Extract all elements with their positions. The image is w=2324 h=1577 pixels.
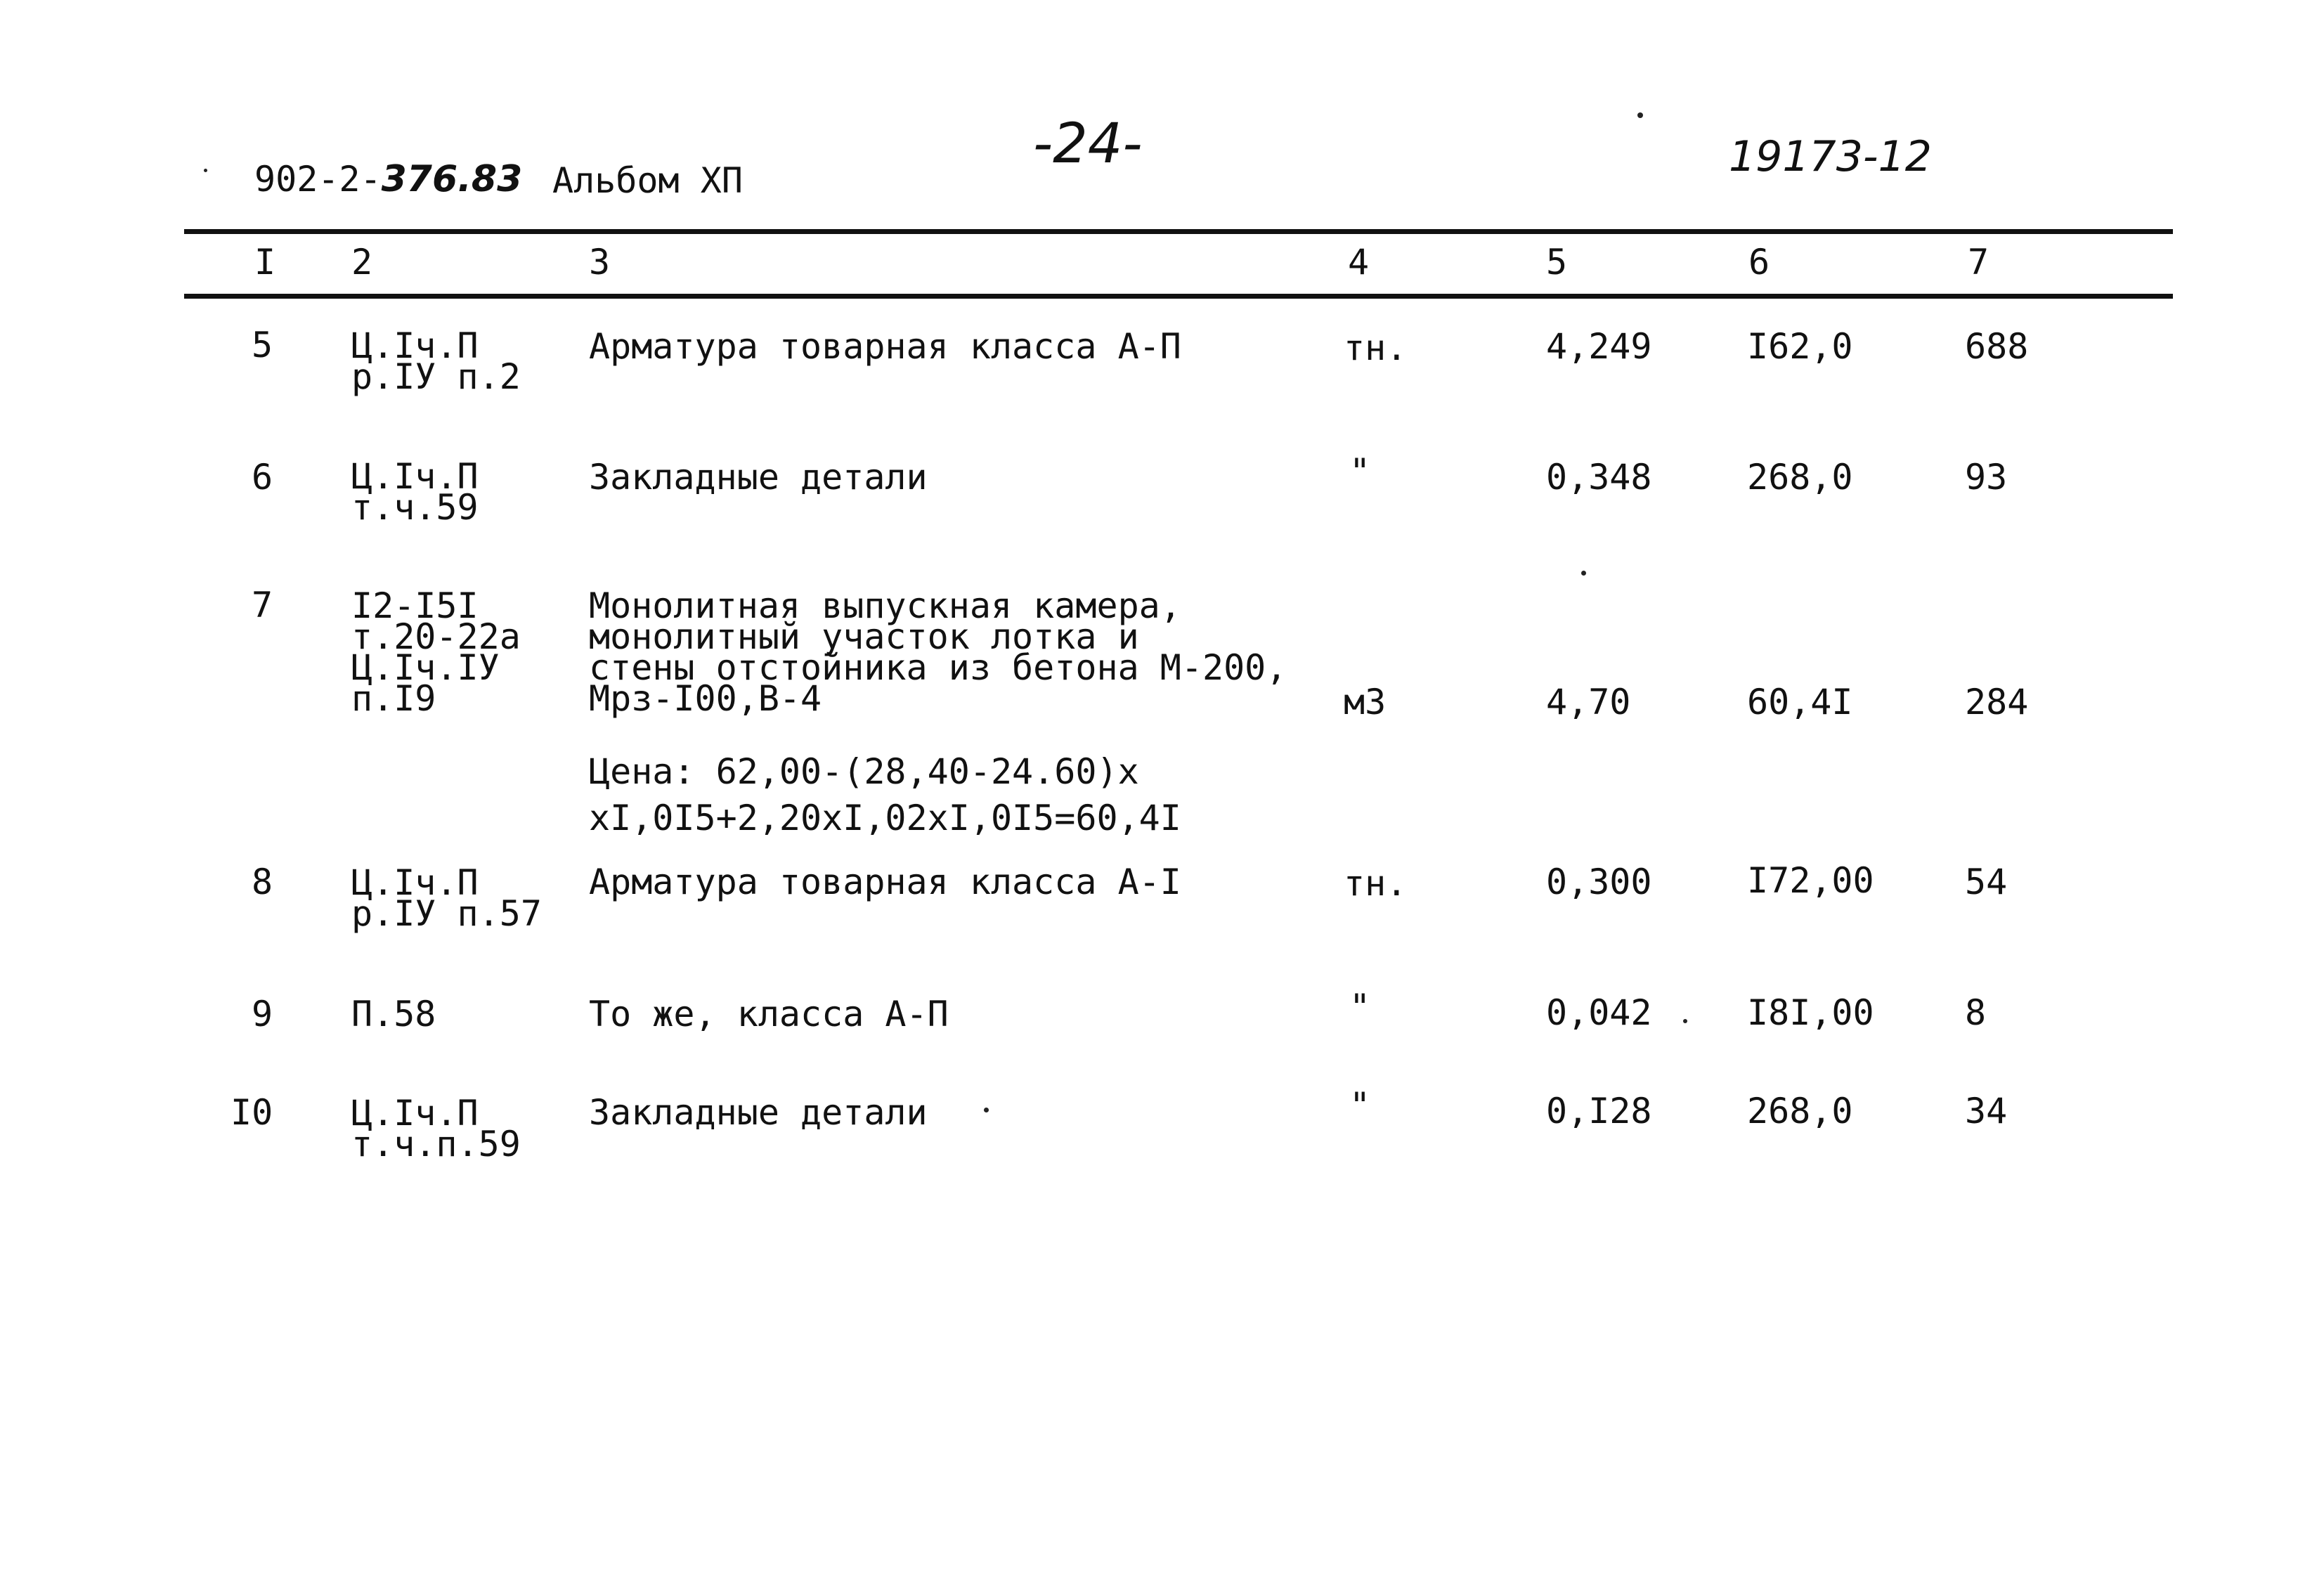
row-reference: Ц.Iч.П т.ч.п.59 xyxy=(351,1093,521,1164)
row-quantity: 0,042 xyxy=(1546,992,1652,1033)
row-number: I0 xyxy=(231,1092,273,1133)
row-quantity: 0,I28 xyxy=(1546,1091,1652,1131)
column-header-4: 4 xyxy=(1348,242,1370,283)
row-total: 688 xyxy=(1965,326,2029,367)
row-reference: Ц.Iч.П р.IУ п.57 xyxy=(351,862,542,934)
scan-speck xyxy=(1683,1019,1687,1023)
row-reference: П.58 xyxy=(351,994,436,1034)
sheet-code: 19173-12 xyxy=(1729,132,1932,181)
column-header-7: 7 xyxy=(1968,242,1989,283)
row-number: 6 xyxy=(252,457,273,498)
document-code xyxy=(254,158,523,200)
scan-speck xyxy=(1637,112,1643,118)
row-number: 7 xyxy=(252,585,273,625)
scan-speck xyxy=(204,169,207,172)
row-number: 5 xyxy=(252,325,273,365)
album-label: Альбом XП xyxy=(552,160,743,201)
scan-speck xyxy=(1581,571,1586,576)
row-unit: тн. xyxy=(1344,863,1408,904)
table-top-rule xyxy=(184,229,2173,234)
row-reference: Ц.Iч.П т.ч.59 xyxy=(351,456,479,528)
row-reference: Ц.Iч.П р.IУ п.2 xyxy=(351,325,521,397)
page-number: -24- xyxy=(1033,112,1143,176)
price-formula-line-2: хI,0I5+2,20хI,02хI,0I5=60,4I xyxy=(589,798,1181,838)
row-reference: I2-I5I т.20-22а Ц.Iч.IУ п.I9 xyxy=(351,585,521,719)
row-unit: тн. xyxy=(1344,327,1408,368)
row-unit: " xyxy=(1349,451,1371,492)
table-header-rule xyxy=(184,294,2173,299)
document-code-typed: 902-2- xyxy=(254,159,382,200)
row-price: I72,00 xyxy=(1747,860,1874,901)
row-price: 60,4I xyxy=(1747,682,1853,722)
row-quantity: 4,249 xyxy=(1546,326,1652,367)
row-total: 8 xyxy=(1965,992,1987,1033)
row-description: Арматура товарная класса А-П xyxy=(589,326,1181,367)
document-code-handwritten: 376.83 xyxy=(381,158,523,200)
row-price: 268,0 xyxy=(1747,457,1853,498)
row-total: 284 xyxy=(1965,682,2029,722)
row-total: 93 xyxy=(1965,457,2008,498)
row-total: 54 xyxy=(1965,862,2008,902)
row-number: 9 xyxy=(252,994,273,1034)
column-header-5: 5 xyxy=(1546,242,1568,283)
row-description: Закладные детали xyxy=(589,457,928,498)
row-description: То же, класса А-П xyxy=(589,994,949,1034)
row-description: Закладные детали xyxy=(589,1092,928,1133)
row-quantity: 4,70 xyxy=(1546,682,1631,722)
row-description: Арматура товарная класса А-I xyxy=(589,862,1181,902)
column-header-6: 6 xyxy=(1748,242,1770,283)
row-unit: " xyxy=(1349,987,1371,1027)
row-quantity: 0,300 xyxy=(1546,862,1652,902)
row-price: I62,0 xyxy=(1747,326,1853,367)
row-quantity: 0,348 xyxy=(1546,457,1652,498)
row-number: 8 xyxy=(252,862,273,902)
row-price: 268,0 xyxy=(1747,1091,1853,1131)
column-header-2: 2 xyxy=(351,242,373,283)
column-header-1: I xyxy=(254,242,276,283)
row-description: Монолитная выпускная камера, монолитный участок лотка и стены отстойника из бетона М-200, Мрз-I00,В-4 xyxy=(589,585,1287,719)
row-total: 34 xyxy=(1965,1091,2008,1131)
column-header-3: 3 xyxy=(589,242,611,283)
price-formula-line-1: Цена: 62,00-(28,40-24.60)х xyxy=(589,751,1139,792)
scan-speck xyxy=(984,1108,989,1112)
row-unit: м3 xyxy=(1344,682,1387,722)
row-price: I8I,00 xyxy=(1747,992,1874,1033)
row-unit: " xyxy=(1349,1085,1371,1126)
